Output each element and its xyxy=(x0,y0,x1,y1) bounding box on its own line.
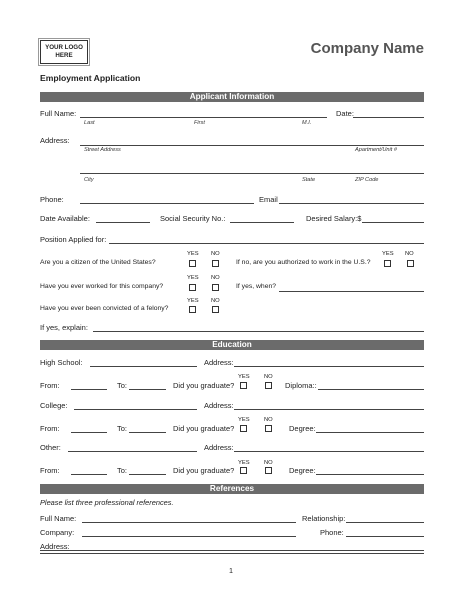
hs-address-field[interactable] xyxy=(234,366,424,367)
other-address-label: Address: xyxy=(204,443,234,452)
other-graduate-question: Did you graduate? xyxy=(173,466,235,475)
college-to-field[interactable] xyxy=(129,432,166,433)
ref-address-field-double-line xyxy=(40,553,424,554)
section-header-references: References xyxy=(40,484,424,494)
felony-question: Have you ever been convicted of a felony? xyxy=(40,305,169,312)
section-header-applicant: Applicant Information xyxy=(40,92,424,102)
high-school-label: High School: xyxy=(40,358,83,367)
full-name-field[interactable] xyxy=(80,117,327,118)
authorized-yes-checkbox[interactable] xyxy=(384,260,391,267)
other-degree-label: Degree: xyxy=(289,466,316,475)
salary-field[interactable] xyxy=(362,222,424,223)
college-field[interactable] xyxy=(74,409,197,410)
hs-graduate-no-checkbox[interactable] xyxy=(265,382,272,389)
city-state-zip-field[interactable] xyxy=(80,173,424,174)
form-title: Employment Application xyxy=(40,73,141,83)
other-degree-field[interactable] xyxy=(316,474,424,475)
college-from-field[interactable] xyxy=(71,432,107,433)
other-to-label: To: xyxy=(117,466,128,475)
references-intro: Please list three professional references. xyxy=(40,498,174,507)
no-header: NO xyxy=(264,374,273,380)
felony-no-checkbox[interactable] xyxy=(212,306,219,313)
relationship-label: Relationship: xyxy=(302,514,346,523)
section-header-education: Education xyxy=(40,340,424,350)
phone-label: Phone: xyxy=(40,195,64,204)
last-caption: Last xyxy=(84,120,95,126)
no-header: NO xyxy=(405,251,414,257)
street-caption: Street Address xyxy=(84,147,121,153)
street-address-field[interactable] xyxy=(80,145,424,146)
date-field[interactable] xyxy=(353,117,424,118)
logo-text-line2: HERE xyxy=(55,52,73,59)
other-graduate-no-checkbox[interactable] xyxy=(265,467,272,474)
date-available-label: Date Available: xyxy=(40,214,90,223)
hs-from-label: From: xyxy=(40,381,60,390)
yes-header: YES xyxy=(238,374,250,380)
other-label: Other: xyxy=(40,443,61,452)
authorized-no-checkbox[interactable] xyxy=(407,260,414,267)
college-address-label: Address: xyxy=(204,401,234,410)
no-header: NO xyxy=(264,417,273,423)
college-label: College: xyxy=(40,401,68,410)
logo-placeholder xyxy=(40,40,88,64)
salary-label: Desired Salary:$ xyxy=(306,214,362,223)
yes-header: YES xyxy=(187,251,199,257)
ref-phone-label: Phone: xyxy=(320,528,344,537)
explain-field[interactable] xyxy=(93,331,424,332)
ref-full-name-field[interactable] xyxy=(82,522,296,523)
other-to-field[interactable] xyxy=(129,474,166,475)
other-from-field[interactable] xyxy=(71,474,107,475)
hs-graduate-yes-checkbox[interactable] xyxy=(240,382,247,389)
hs-to-field[interactable] xyxy=(129,389,166,390)
full-name-label: Full Name: xyxy=(40,109,77,118)
citizen-no-checkbox[interactable] xyxy=(212,260,219,267)
page-number: 1 xyxy=(229,566,233,575)
citizen-yes-checkbox[interactable] xyxy=(189,260,196,267)
hs-to-label: To: xyxy=(117,381,128,390)
explain-label: If yes, explain: xyxy=(40,323,88,332)
hs-from-field[interactable] xyxy=(71,389,107,390)
no-header: NO xyxy=(211,298,220,304)
college-address-field[interactable] xyxy=(234,409,424,410)
address-label: Address: xyxy=(40,136,70,145)
date-label: Date: xyxy=(336,109,354,118)
ref-full-name-label: Full Name: xyxy=(40,514,77,523)
college-to-label: To: xyxy=(117,424,128,433)
logo-text-line1: YOUR LOGO xyxy=(45,44,83,51)
company-name: Company Name xyxy=(310,40,424,57)
ref-address-label: Address: xyxy=(40,542,70,551)
other-from-label: From: xyxy=(40,466,60,475)
city-caption: City xyxy=(84,177,94,183)
other-address-field[interactable] xyxy=(234,451,424,452)
high-school-field[interactable] xyxy=(90,366,197,367)
ref-phone-field[interactable] xyxy=(346,536,424,537)
college-from-label: From: xyxy=(40,424,60,433)
yes-header: YES xyxy=(382,251,394,257)
hs-graduate-question: Did you graduate? xyxy=(173,381,235,390)
ssn-label: Social Security No.: xyxy=(160,214,226,223)
ref-company-field[interactable] xyxy=(82,536,296,537)
no-header: NO xyxy=(264,460,273,466)
state-caption: State xyxy=(302,177,316,183)
first-caption: First xyxy=(194,120,205,126)
email-field[interactable] xyxy=(279,203,424,204)
relationship-field[interactable] xyxy=(346,522,424,523)
other-field[interactable] xyxy=(68,451,197,452)
college-graduate-question: Did you graduate? xyxy=(173,424,235,433)
diploma-label: Diploma:: xyxy=(285,381,317,390)
worked-yes-checkbox[interactable] xyxy=(189,284,196,291)
yes-header: YES xyxy=(187,298,199,304)
citizen-question: Are you a citizen of the United States? xyxy=(40,259,156,266)
felony-yes-checkbox[interactable] xyxy=(189,306,196,313)
worked-no-checkbox[interactable] xyxy=(212,284,219,291)
worked-question: Have you ever worked for this company? xyxy=(40,283,164,290)
authorized-question: If no, are you authorized to work in the U.S.? xyxy=(236,259,371,266)
position-label: Position Applied for: xyxy=(40,235,107,244)
phone-field[interactable] xyxy=(80,203,254,204)
ssn-field[interactable] xyxy=(230,222,294,223)
email-label: Email xyxy=(259,195,278,204)
yes-header: YES xyxy=(238,460,250,466)
other-graduate-yes-checkbox[interactable] xyxy=(240,467,247,474)
college-degree-label: Degree: xyxy=(289,424,316,433)
position-field[interactable] xyxy=(109,243,424,244)
zip-caption: ZIP Code xyxy=(355,177,379,183)
yes-header: YES xyxy=(187,275,199,281)
ref-address-field[interactable] xyxy=(40,550,424,551)
no-header: NO xyxy=(211,275,220,281)
diploma-field[interactable] xyxy=(318,389,424,390)
college-degree-field[interactable] xyxy=(316,432,424,433)
mi-caption: M.I. xyxy=(302,120,312,126)
when-field[interactable] xyxy=(279,291,424,292)
when-question: If yes, when? xyxy=(236,283,277,290)
college-graduate-yes-checkbox[interactable] xyxy=(240,425,247,432)
date-available-field[interactable] xyxy=(96,222,150,223)
ref-company-label: Company: xyxy=(40,528,75,537)
no-header: NO xyxy=(211,251,220,257)
hs-address-label: Address: xyxy=(204,358,234,367)
college-graduate-no-checkbox[interactable] xyxy=(265,425,272,432)
yes-header: YES xyxy=(238,417,250,423)
apt-caption: Apartment/Unit # xyxy=(355,147,397,153)
